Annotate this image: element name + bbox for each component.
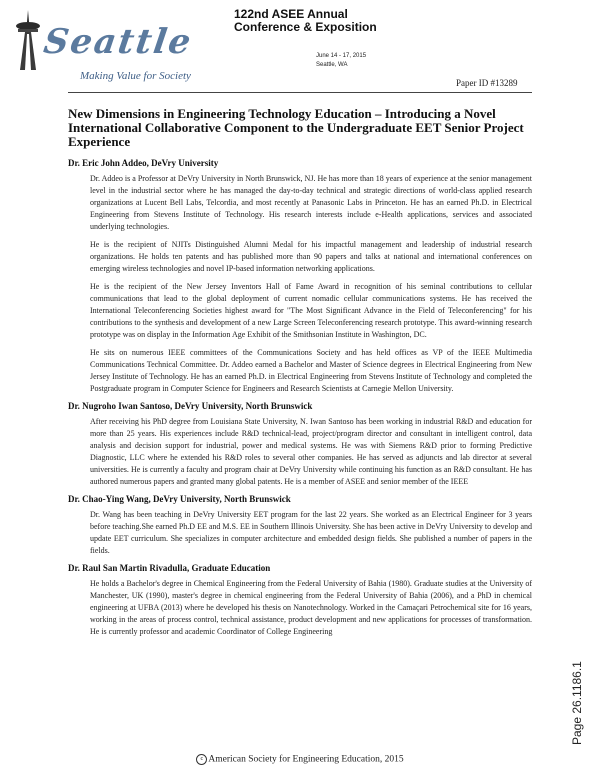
author-name: Dr. Raul San Martin Rivadulla, Graduate Education	[68, 563, 271, 573]
conference-title-line2: Conference & Exposition	[234, 20, 377, 34]
seattle-logo-word: Seattle	[41, 22, 195, 62]
author-bio-paragraph: He holds a Bachelor's degree in Chemical Engineering from the Federal University of Bahia (1980). Graduate studies at the University of Manchester, UK (1990), master's degree in chemical engineering from the Federal University of Bahia (2006), and a PhD in chemical engineering at UFBA (2013) where he developed his thesis on Nanotechnology. Worked in the Camaçari Petrochemical site for 16 years, working in the areas of process control, technical assistance, product development and new applications for processes of transformation. He is currently professor and academic Coordinator of College Engineering	[90, 579, 532, 636]
paper-title: New Dimensions in Engineering Technology Education – Introducing a Novel International Collaborative Component to the Undergraduate EET Senior Project Experience	[68, 106, 524, 149]
author-bio-paragraph: Dr. Addeo is a Professor at DeVry University in North Brunswick, NJ. He has more than 18 years of experience at the senior management level in the industrial sector where he has managed the day-to-day technical and strategic directions of world-class applied research organizations at Lucent Bell Labs, Telcordia, and most recently at Panasonic Labs in Princeton. He has an earned Ph.D. in Electrical Engineering from Stevens Institute of Technology. His research interests include e-Health applications, services and associated underlying technologies.	[90, 174, 532, 231]
conference-title-line1: 122nd ASEE Annual	[234, 7, 348, 21]
author-bio-paragraph: He is the recipient of the New Jersey Inventors Hall of Fame Award in recognition of his seminal contributions to cellular communications that lead to the global deployment of current nomadic cellular communications systems. He has received the International Teleconferencing Societies highest award for "The Most Significant Advance in the Field of Teleconferencing" for his contributions to the synthesis and development of a new Large Screen Teleconferencing research prototype. This award-winning research prototype was on display in the Information Age Exhibit of the Smithsonian Institute in Washington, DC.	[90, 282, 532, 339]
conference-title	[234, 8, 434, 34]
author-block	[68, 494, 532, 557]
author-block	[68, 158, 532, 395]
paper-id: Paper ID #13289	[456, 78, 518, 88]
conference-dates	[316, 52, 366, 70]
author-bio-paragraph: After receiving his PhD degree from Louisiana State University, N. Iwan Santoso has been working in industrial R&D and education for more than 25 years. His experiences include R&D technical-lead, project/program director and consultant in intelligent control, data analysis and decision support for industrial, power and medical systems. He was with Siemens R&D prior to forming Predictive Diagnostic, LLC where he extended his R&D roles to several other companies. He has served as adjuncts and lab director at several universities. He is currently a faculty and program chair at DeVry University while continuing his function as an R&D consultant. He has authored numerous papers and granted many global patents. He is a member of ASEE and senior member of the IEEE	[90, 417, 532, 486]
side-page-id: Page 26.1186.1	[570, 661, 584, 745]
author-name: Dr. Eric John Addeo, DeVry University	[68, 158, 219, 168]
author-bios	[68, 158, 532, 644]
conference-date-range: June 14 - 17, 2015	[316, 53, 367, 59]
author-bio-paragraph: He sits on numerous IEEE committees of the Communications Society and has held offices as VP of the IEEE Multimedia Communications Technical Committee. Dr. Addeo earned a Bachelor and Master of Science degrees in Electrical Engineering from New Jersey Institute of Technology. He has an earned Ph.D. in Electrical Engineering from Stevens Institute of Technology and completed the Postgraduate program in Computer Science for Engineers and Research Scientists at Carnegie Mellon University.	[90, 348, 532, 393]
author-block	[68, 401, 532, 488]
conference-location: Seattle, WA	[316, 62, 348, 68]
copyright-icon: c	[196, 754, 207, 765]
conference-header	[0, 0, 600, 95]
copyright-text: American Society for Engineering Education, 2015	[208, 754, 404, 765]
author-name: Dr. Chao-Ying Wang, DeVry University, North Brunswick	[68, 494, 291, 504]
header-divider	[68, 92, 532, 93]
conference-tagline: Making Value for Society	[80, 70, 191, 82]
author-bio-paragraph: He is the recipient of NJITs Distinguished Alumni Medal for his impactful management and leadership of industrial research organizations. He holds ten patents and has published more than 90 papers and talks at national and international conferences on emerging wireless technologies and novel IP-based information networking applications.	[90, 240, 532, 273]
author-bio-paragraph: Dr. Wang has been teaching in DeVry University EET program for the last 22 years. She worked as an Electrical Engineer for 3 years before teaching.She earned Ph.D EE and M.S. EE in Southern Illinois University. She has been active in DeVry University to develop and update EET curriculum. She specializes in computer architecture and embedded design fields. She published a number of papers in the fields.	[90, 510, 533, 555]
copyright-footer	[0, 754, 600, 765]
author-block	[68, 563, 532, 638]
author-name: Dr. Nugroho Iwan Santoso, DeVry University, North Brunswick	[68, 401, 313, 411]
